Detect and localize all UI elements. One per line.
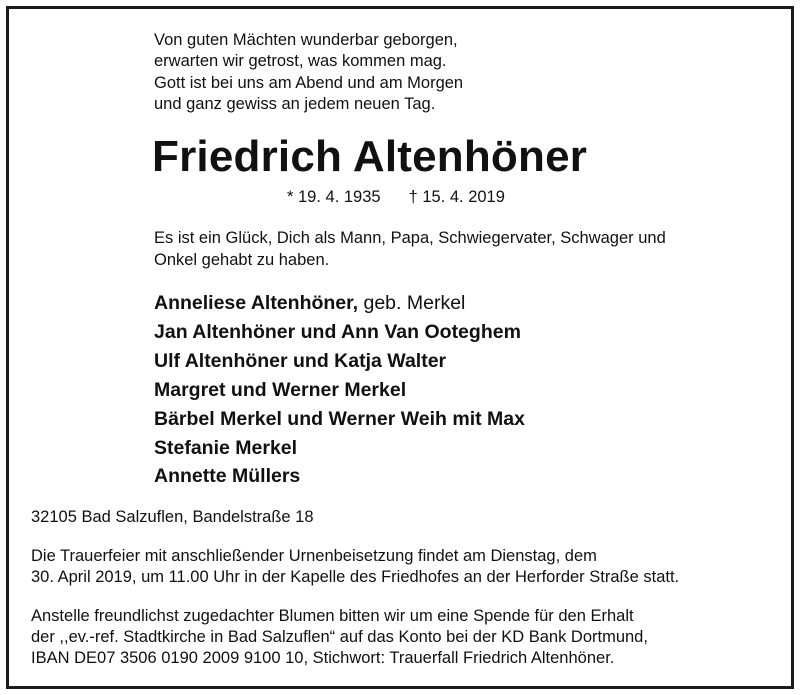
donation-line: der ,,ev.-ref. Stadtkirche in Bad Salzuflen“ auf das Konto bei der KD Bank Dortmund, [31, 628, 648, 646]
mourner-name: Ulf Altenhöner und Katja Walter [154, 349, 447, 372]
donation-notice [31, 606, 648, 669]
mourner-name: Anneliese Altenhöner, [154, 292, 359, 314]
family-address: 32105 Bad Salzuflen, Bandelstraße 18 [31, 508, 314, 526]
mourner-name: Bärbel Merkel und Werner Weih mit Max [154, 407, 525, 430]
ceremony-line: Die Trauerfeier mit anschließender Urnenbeisetzung findet am Dienstag, dem [31, 547, 597, 565]
ceremony-line: 30. April 2019, um 11.00 Uhr in der Kapelle des Friedhofes an der Herforder Straße statt. [31, 568, 680, 586]
birth-date: * 19. 4. 1935 [287, 188, 381, 206]
poem-line: Gott ist bei uns am Abend und am Morgen [154, 73, 464, 92]
poem-line: erwarten wir getrost, was kommen mag. [154, 52, 447, 71]
tribute-text [154, 228, 744, 271]
tribute-line: Es ist ein Glück, Dich als Mann, Papa, Schwiegervater, Schwager und [154, 229, 666, 247]
tribute-line: Onkel gehabt zu haben. [154, 250, 330, 269]
poem-line: und ganz gewiss an jedem neuen Tag. [154, 94, 436, 113]
mourners-list [154, 289, 754, 491]
donation-line: IBAN DE07 3506 0190 2009 9100 10, Stichwort: Trauerfall Friedrich Altenhöner. [31, 649, 615, 667]
donation-line: Anstelle freundlichst zugedachter Blumen bitten wir um eine Spende für den Erhalt [31, 607, 634, 625]
mourner-entry [154, 318, 754, 347]
mourner-suffix: geb. Merkel [358, 292, 466, 314]
mourner-entry [154, 405, 754, 434]
poem [154, 30, 574, 115]
mourner-entry [154, 434, 754, 463]
mourner-entry [154, 347, 754, 376]
mourner-entry [154, 376, 754, 405]
mourner-name: Annette Müllers [154, 465, 301, 488]
ceremony-notice [31, 546, 679, 588]
mourner-name: Margret und Werner Merkel [154, 378, 407, 401]
mourner-entry [154, 289, 754, 318]
life-dates [287, 188, 505, 207]
deceased-name: Friedrich Altenhöner [152, 132, 588, 181]
mourner-entry [154, 462, 754, 491]
mourner-name: Jan Altenhöner und Ann Van Ooteghem [154, 320, 521, 343]
mourner-name: Stefanie Merkel [154, 436, 298, 459]
death-date: † 15. 4. 2019 [408, 188, 505, 206]
poem-line: Von guten Mächten wunderbar geborgen, [154, 31, 458, 49]
